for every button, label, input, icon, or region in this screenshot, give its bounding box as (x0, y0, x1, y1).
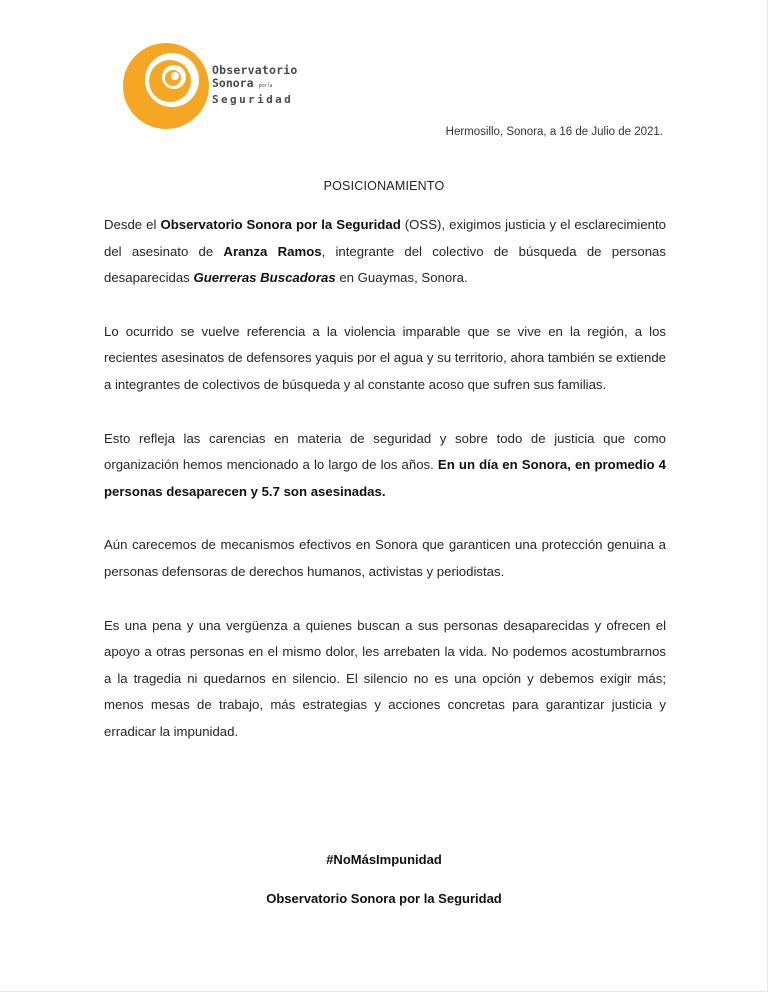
logo-wordmark (212, 64, 297, 106)
document-date: Hermosillo, Sonora, a 16 de Julio de 2021. (445, 126, 663, 138)
hashtag: #NoMásImpunidad (326, 852, 442, 867)
logo-line-1: Observatorio (212, 63, 298, 77)
logo-line-3: Seguridad (212, 93, 294, 106)
signature: Observatorio Sonora por la Seguridad (266, 891, 502, 906)
document-heading: POSICIONAMIENTO (323, 179, 445, 193)
paragraph-3: Esto refleja las carencias en materia de seguridad y sobre todo de justicia que como organización hemos mencionado a lo largo de los años. En un día en Sonora, en promedio 4 personas desaparecen y 5.7 son asesinadas. (104, 430, 666, 499)
document-body (104, 212, 666, 773)
paragraph-4: Aún carecemos de mecanismos efectivos en Sonora que garanticen una protección genuina a personas defensoras de derechos humanos, activistas y periodistas. (104, 537, 666, 579)
paragraph-1: Desde el Observatorio Sonora por la Seguridad (OSS), exigimos justicia y el esclarecimiento del asesinato de Aranza Ramos, integrante del colectivo de búsqueda de personas desaparecidas Guerreras Buscadoras en Guaymas, Sonora. (104, 217, 667, 286)
paragraph-2: Lo ocurrido se vuelve referencia a la violencia imparable que se vive en la región, a los recientes asesinatos de defensores yaquis por el agua y su territorio, ahora también se extiende a integrantes de colectivos de búsqueda y al constante acoso que sufren sus familias. (104, 323, 666, 392)
paragraph-5: Es una pena y una vergüenza a quienes buscan a sus personas desaparecidas y ofrecen el apoyo a otras personas en el mismo dolor, les arrebaten la vida. No podemos acostumbrarnos a la tragedia ni quedarnos en silencio. El silencio no es una opción y debemos exigir más; menos mesas de trabajo, más estrategias y acciones concretas para garantizar justicia y erradicar la impunidad. (104, 617, 666, 739)
spiral-logo-icon (120, 40, 212, 132)
logo-line-2: Sonora por la (212, 76, 273, 90)
logo-line-2-small: por la (258, 83, 273, 89)
oss-logo (120, 40, 320, 130)
